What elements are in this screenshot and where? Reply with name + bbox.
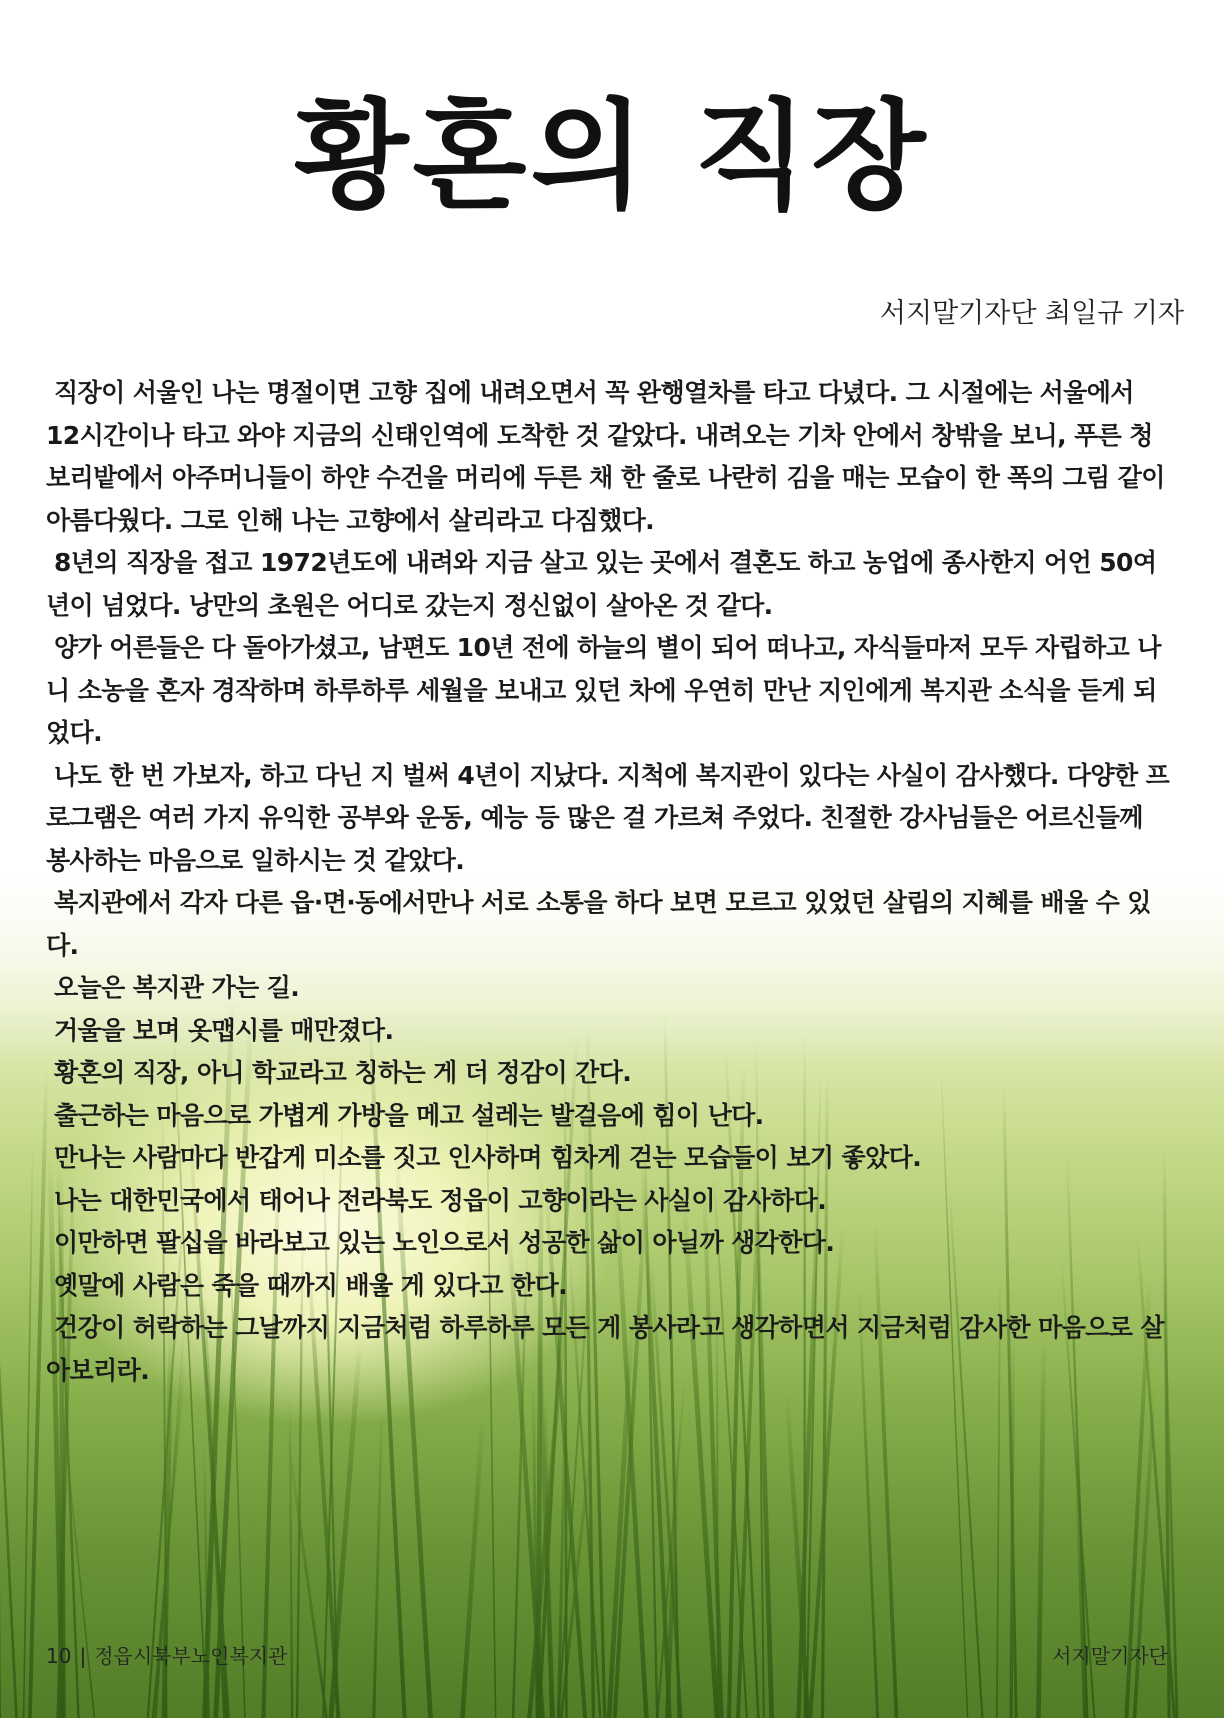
barley-stem: [559, 1393, 566, 1718]
article-paragraph: 옛말에 사람은 죽을 때까지 배울 게 있다고 한다.: [54, 1270, 568, 1300]
barley-stem: [287, 1430, 327, 1718]
article-paragraph: 직장이 서울인 나는 명절이면 고향 집에 내려오면서 꼭 완행열차를 타고 다녔다. 그 시절에는 서울에서 12시간이나 타고 와야 지금의 신태인역에 도착한 것 같았다. 내려오는 기차 안에서 창밖을 보니, 푸른 청보리밭에서 아주머니들이 하얀 수건을 머리에 두른 채 한 줄로 나란히 김을 매는 모습이 한 폭의 그림 같이 아름다웠다. 그로 인해 나는 고향에서 살리라고 다짐했다.: [46, 378, 1165, 535]
byline: 서지말기자단 최일규 기자: [879, 298, 1184, 329]
barley-stem: [667, 1446, 678, 1718]
article-paragraph: 만나는 사람마다 반갑게 미소를 짓고 인사하며 힘차게 걷는 모습들이 보기 좋았다.: [54, 1143, 922, 1172]
barley-stem: [787, 1391, 809, 1718]
barley-stem: [374, 1409, 382, 1718]
barley-stem: [0, 1110, 16, 1718]
article-paragraph: 출근하는 마음으로 가볍게 가방을 메고 설레는 발걸음에 힘이 난다.: [54, 1100, 764, 1130]
article-paragraph: 복지관에서 각자 다른 읍·면·동에서만나 서로 소통을 하다 보면 모르고 있었던 살림의 지혜를 배울 수 있다.: [46, 888, 1151, 960]
article-paragraph: 8년의 직장을 접고 1972년도에 내려와 지금 살고 있는 곳에서 결혼도 하고 농업에 종사한지 어언 50여 년이 넘었다. 낭만의 초원은 어디로 갔는지 정신없이 살아온 것 같다.: [46, 548, 1157, 620]
barley-stem: [24, 1139, 33, 1718]
footer-section-label: 서지말기자단: [1052, 1644, 1168, 1668]
article-paragraph: 나는 대한민국에서 태어나 전라북도 정읍이 고향이라는 사실이 감사하다.: [54, 1185, 827, 1215]
article-paragraph: 건강이 허락하는 그날까지 지금처럼 하루하루 모든 게 봉사라고 생각하면서 지금처럼 감사한 마음으로 살아보리라.: [46, 1313, 1164, 1385]
footer-organization: 정읍시북부노인복지관: [94, 1644, 288, 1668]
barley-stem: [331, 1345, 360, 1718]
barley-stem: [290, 1398, 292, 1718]
barley-stem: [533, 1377, 537, 1718]
barley-stem: [204, 1444, 208, 1718]
barley-stem: [657, 1374, 685, 1718]
page-number: 10: [46, 1644, 72, 1668]
article-paragraph: 양가 어른들은 다 돌아가셨고, 남편도 10년 전에 하늘의 별이 되어 떠나고, 자식들마저 모두 자립하고 나니 소농을 혼자 경작하며 하루하루 세월을 보내고 있던 차에 우연히 만난 지인에게 복지관 소식을 듣게 되었다.: [46, 633, 1161, 747]
barley-stem: [546, 1389, 551, 1718]
article-body: [46, 372, 1174, 1392]
article-paragraph: 오늘은 복지관 가는 길.: [54, 973, 300, 1002]
footer-separator: |: [79, 1644, 87, 1668]
barley-stem: [462, 1415, 482, 1718]
barley-stem: [561, 1435, 592, 1718]
article-paragraph: 이만하면 팔십을 바라보고 있는 노인으로서 성공한 삶이 아닐까 생각한다.: [54, 1228, 835, 1257]
article-title: 황혼의 직장: [294, 87, 930, 225]
article-paragraph: 거울을 보며 옷맵시를 매만졌다.: [54, 1015, 394, 1045]
article-paragraph: 나도 한 번 가보자, 하고 다닌 지 벌써 4년이 지났다. 지척에 복지관이 있다는 사실이 감사했다. 다양한 프로그램은 여러 가지 유익한 공부와 운동, 예능 등 많은 걸 가르쳐 주었다. 친절한 강사님들은 어르신들께 봉사하는 마음으로 일하시는 것 같았다.: [46, 760, 1170, 875]
barley-stem: [1076, 1427, 1085, 1718]
article-paragraph: 황혼의 직장, 아니 학교라고 칭하는 게 더 정감이 간다.: [54, 1058, 632, 1087]
footer-page-info: [46, 1642, 287, 1670]
barley-stem: [1038, 1338, 1044, 1718]
barley-stem: [30, 1070, 47, 1718]
